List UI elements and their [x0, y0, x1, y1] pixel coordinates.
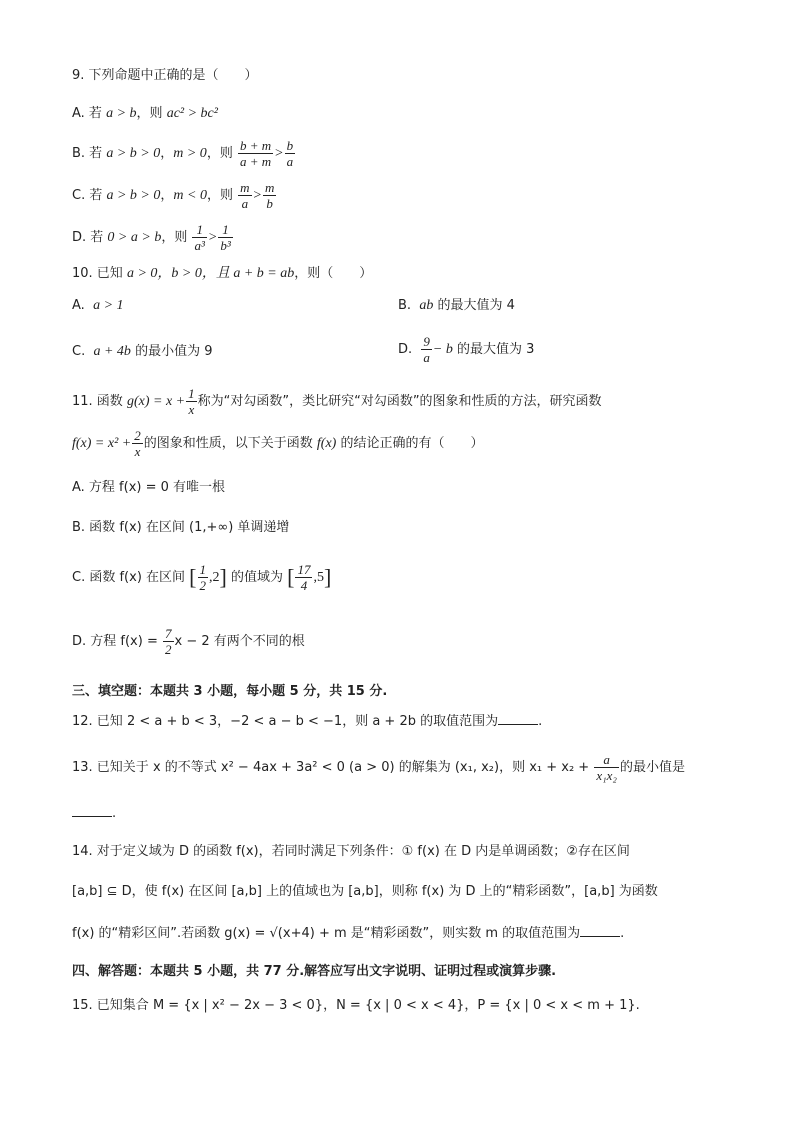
q13-blank: .	[72, 804, 116, 824]
fraction: $\frac{1}{2}$	[199, 562, 206, 593]
q10-option-d: D. $\frac{9}{a}$ − b 的最大值为 3	[398, 334, 535, 365]
q12: 12. 已知 2 < a + b < 3，−2 < a − b < −1，则 a + 2b 的取值范围为 .	[72, 714, 543, 729]
q10-option-a: A. a > 1	[72, 298, 124, 313]
q15: 15. 已知集合 M = {x | x² − 2x − 3 < 0}，N = {x | 0 < x < 4}，P = {x | 0 < x < m + 1}.	[72, 998, 640, 1013]
q10-stem: 10. 已知 a > 0，b > 0，且 a + b = ab，则（ ）	[72, 266, 373, 281]
section-4-heading: 四、解答题：本题共 5 小题，共 77 分.解答应写出文字说明、证明过程或演算步骤.	[72, 964, 557, 979]
fraction: $\frac{1}{\text{a³}}$	[194, 222, 205, 253]
answer-blank	[580, 924, 620, 937]
q9-option-a: A. 若 a > b，则 ac² > bc²	[72, 106, 218, 121]
fraction: $\frac{7}{2}$	[165, 626, 172, 657]
fraction: $\frac{17}{4}$	[297, 562, 311, 593]
q11-option-b: B. 函数 f(x) 在区间 (1,+∞) 单调递增	[72, 520, 290, 535]
q11-option-a: A. 方程 f(x) = 0 有唯一根	[72, 480, 226, 495]
q11-line1: 11. 函数 g(x) = x + $\frac{1}{x}$ 称为“对勾函数”，类比研究“对勾函数”的图象和性质的方法，研究函数	[72, 386, 602, 417]
q11-option-d: D. 方程 f(x) = $\frac{7}{2}$ x − 2 有两个不同的根	[72, 626, 305, 657]
q9-option-c: C. 若 a > b > 0，m < 0，则 $\frac{m}{a}$ > $\frac{m}{b}$	[72, 180, 275, 211]
fraction: $\frac{m}{b}$	[264, 180, 275, 211]
q11-line2: f(x) = x² + $\frac{2}{x}$ 的图象和性质，以下关于函数 f(x) 的结论正确的有（ ）	[72, 428, 484, 459]
fraction: $\frac{b + m}{a + m}$	[239, 138, 272, 169]
q9-option-b: B. 若 a > b > 0，m > 0，则 $\frac{b + m}{a + m}$ > $\frac{b}{a}$	[72, 138, 294, 169]
fraction: $\frac{9}{a}$	[423, 334, 430, 365]
q14-line3: f(x) 的“精彩区间”.若函数 g(x) = √(x+4) + m 是“精彩函数”，则实数 m 的取值范围为 .	[72, 926, 625, 941]
fraction: $\frac{b}{a}$	[286, 138, 294, 169]
answer-blank	[72, 804, 112, 817]
q10-option-b: B. ab 的最大值为 4	[398, 298, 515, 313]
answer-blank	[498, 712, 538, 725]
q9-option-d: D. 若 0 > a > b，则 $\frac{1}{\text{a³}}$ > $\frac{1}{\text{b³}}$	[72, 222, 231, 253]
q10-option-c: C. a + 4b 的最小值为 9	[72, 344, 213, 359]
q13: 13. 已知关于 x 的不等式 x² − 4ax + 3a² < 0 (a > 0) 的解集为 (x₁, x₂)，则 x₁ + x₂ + $\frac{a}{\text{x₁x₂}}$ 的最小值是	[72, 752, 685, 783]
fraction: $\frac{2}{x}$	[134, 428, 141, 459]
q11-option-c: C. 函数 f(x) 在区间 [ $\frac{1}{2}$ ,2] 的值域为 [ $\frac{17}{4}$ ,5]	[72, 562, 332, 593]
fraction: $\frac{m}{a}$	[240, 180, 250, 211]
q9-stem: 9. 下列命题中正确的是（ ）	[72, 68, 258, 83]
q14-line1: 14. 对于定义域为 D 的函数 f(x)，若同时满足下列条件：① f(x) 在 D 内是单调函数；②存在区间	[72, 844, 630, 859]
section-3-heading: 三、填空题：本题共 3 小题，每小题 5 分，共 15 分.	[72, 684, 388, 699]
fraction: $\frac{1}{x}$	[188, 386, 195, 417]
fraction: $\frac{a}{\text{x₁x₂}}$	[596, 752, 617, 783]
q14-line2: [a,b] ⊆ D，使 f(x) 在区间 [a,b] 上的值域也为 [a,b]，则称 f(x) 为 D 上的“精彩函数”，[a,b] 为函数	[72, 884, 658, 899]
fraction: $\frac{1}{\text{b³}}$	[220, 222, 231, 253]
